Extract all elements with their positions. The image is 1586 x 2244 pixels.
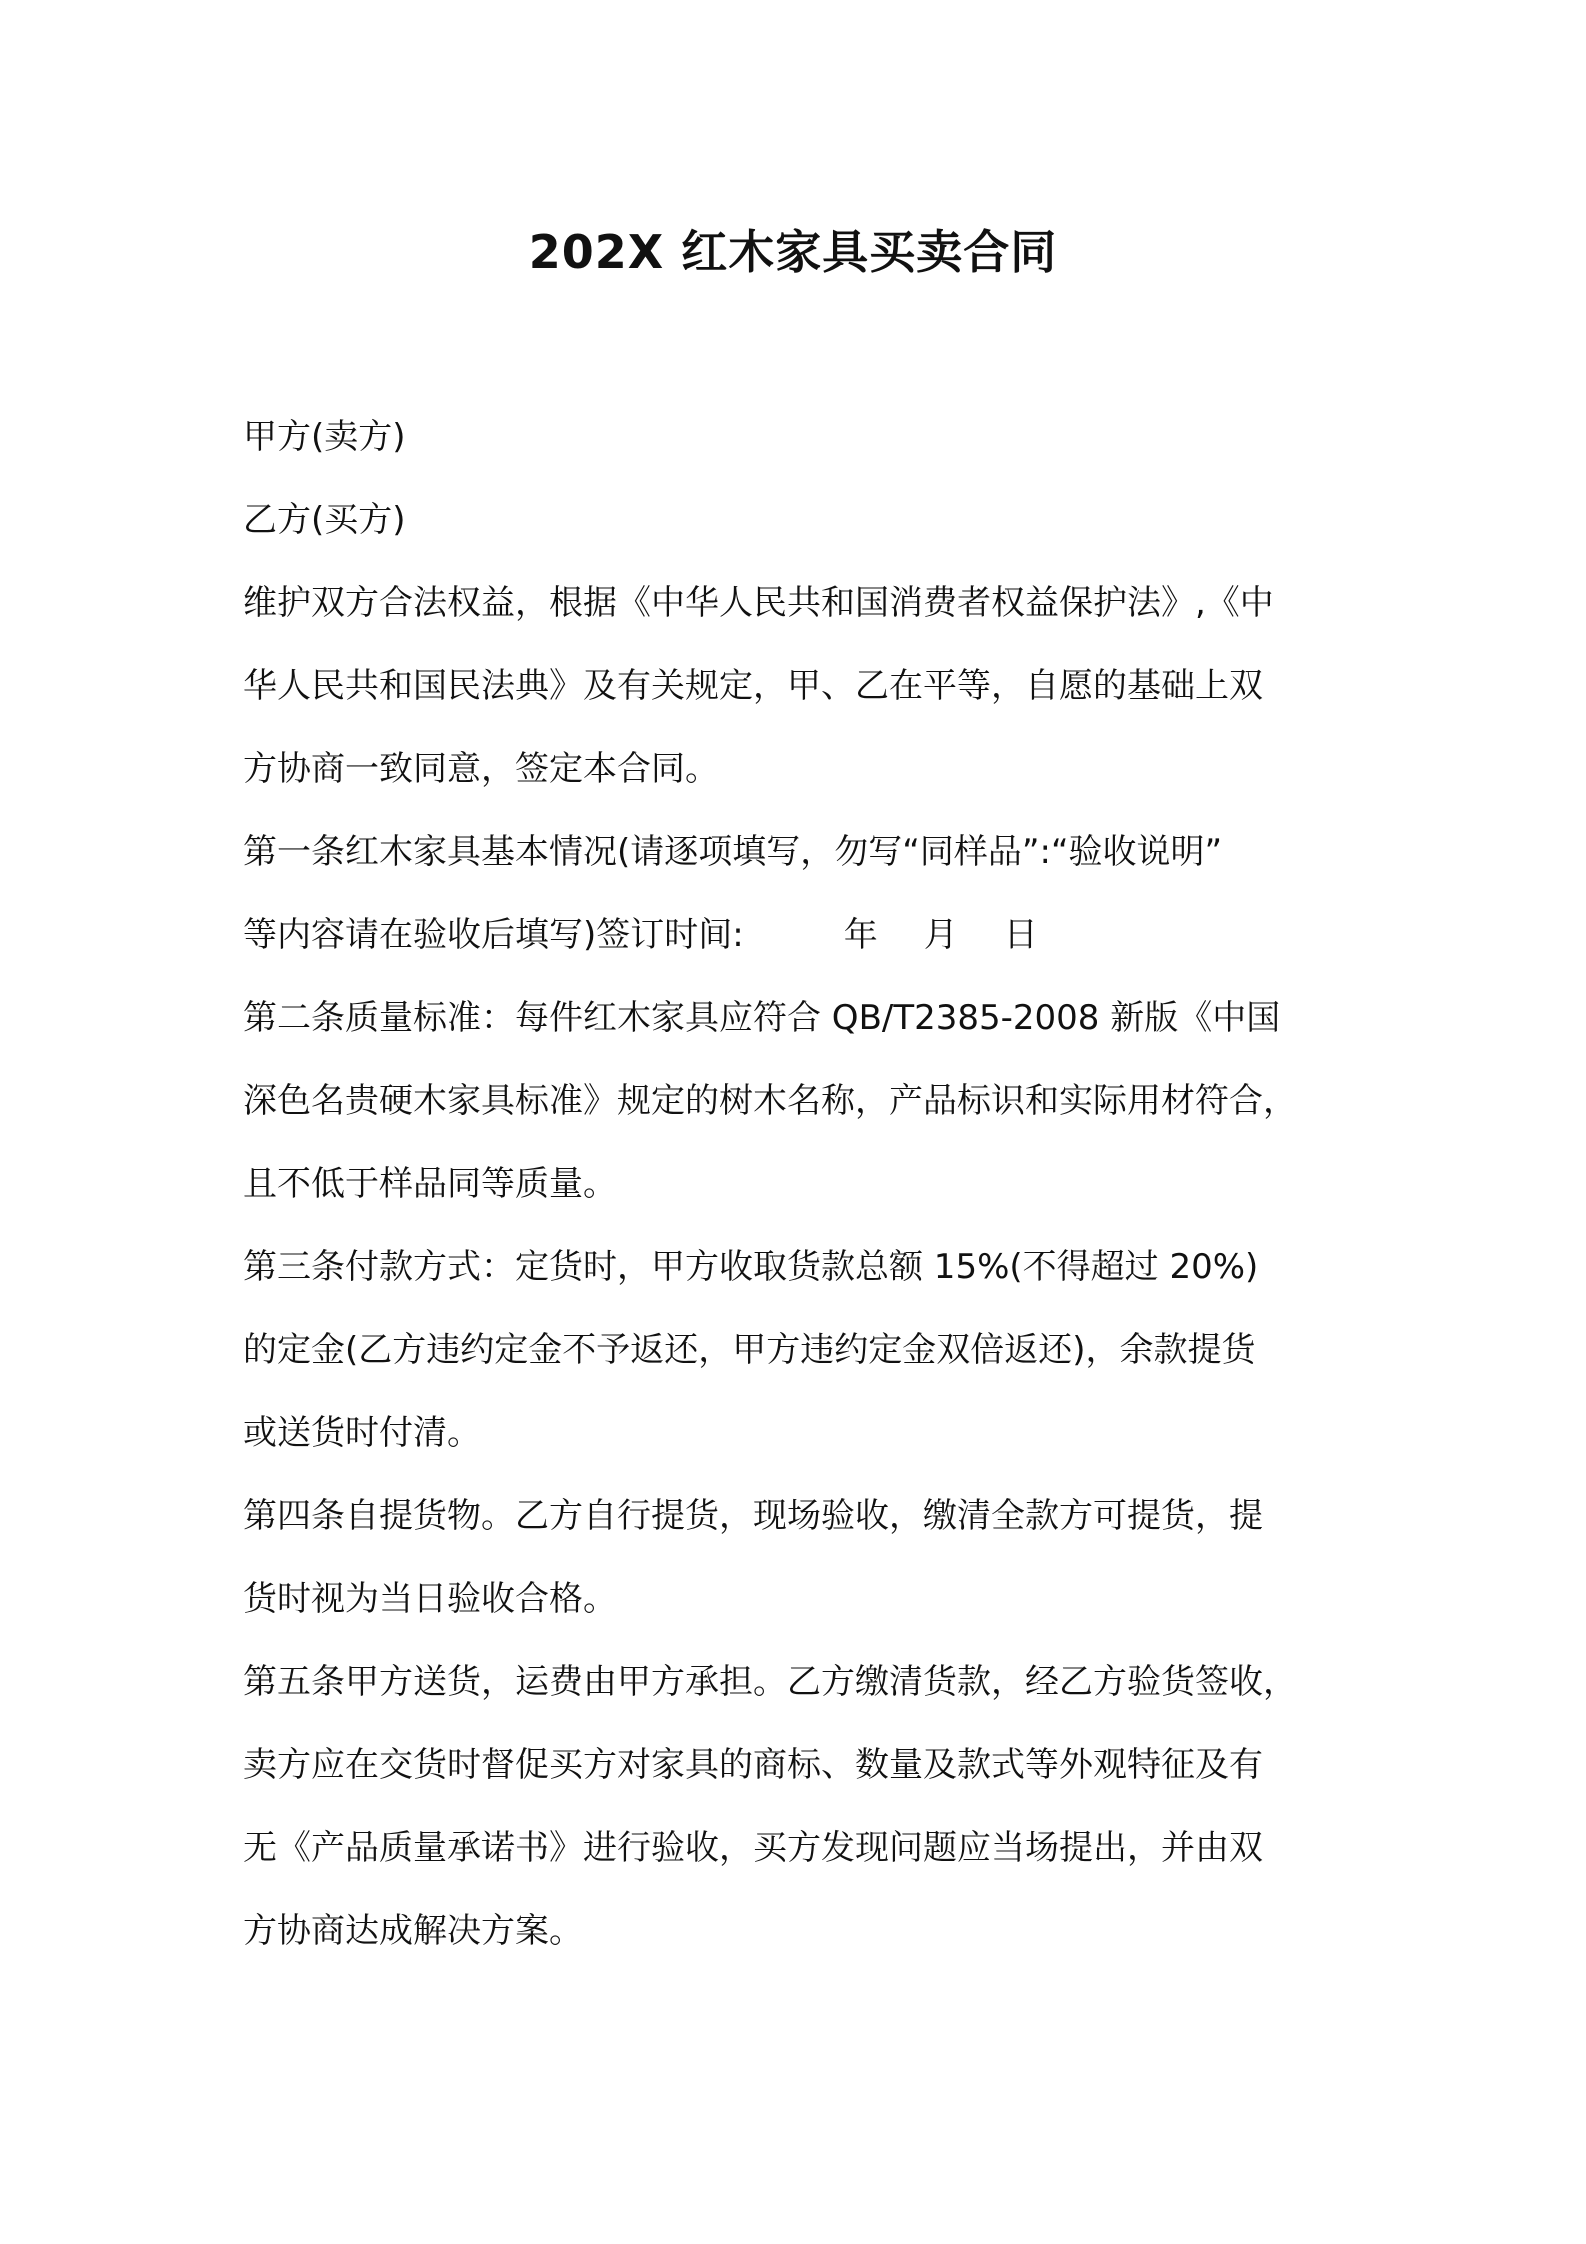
party-b-line: 乙方(买方) xyxy=(243,500,406,540)
article-4-line: 第四条自提货物。乙方自行提货，现场验收，缴清全款方可提货，提 xyxy=(243,1496,1263,1536)
article-2-line: 且不低于样品同等质量。 xyxy=(243,1164,617,1204)
date-day-label: 日 xyxy=(1003,915,1038,955)
article-2-line: 第二条质量标准：每件红木家具应符合 QB/T2385-2008 新版《中国 xyxy=(243,998,1281,1038)
article-3-line: 第三条付款方式：定货时，甲方收取货款总额 15%(不得超过 20%) xyxy=(243,1247,1259,1287)
contract-body xyxy=(243,408,1363,1985)
preamble-line: 华人民共和国民法典》及有关规定，甲、乙在平等，自愿的基础上双 xyxy=(243,666,1263,706)
article-1-date-line xyxy=(243,906,1363,989)
article-1-line: 第一条红木家具基本情况(请逐项填写，勿写“同样品”:“验收说明” xyxy=(243,832,1223,872)
date-year-label: 年 xyxy=(843,915,878,955)
article-2-line: 深色名贵硬木家具标准》规定的树木名称，产品标识和实际用材符合， xyxy=(243,1081,1297,1121)
article-5-line: 无《产品质量承诺书》进行验收，买方发现问题应当场提出，并由双 xyxy=(243,1828,1263,1868)
preamble-line: 方协商一致同意，签定本合同。 xyxy=(243,749,719,789)
article-3-line: 或送货时付清。 xyxy=(243,1413,481,1453)
article-5-line: 方协商达成解决方案。 xyxy=(243,1911,583,1951)
date-month-label: 月 xyxy=(923,915,958,955)
article-3-line: 的定金(乙方违约定金不予返还，甲方违约定金双倍返还)，余款提货 xyxy=(243,1330,1256,1370)
article-5-line: 第五条甲方送货，运费由甲方承担。乙方缴清货款，经乙方验货签收， xyxy=(243,1662,1297,1702)
document-title: 202X 红木家具买卖合同 xyxy=(528,225,1058,279)
article-5-line: 卖方应在交货时督促买方对家具的商标、数量及款式等外观特征及有 xyxy=(243,1745,1263,1785)
preamble-line: 维护双方合法权益，根据《中华人民共和国消费者权益保护法》,《中 xyxy=(243,583,1274,623)
article-1-signing-time-label: 等内容请在验收后填写)签订时间: xyxy=(243,915,744,955)
article-4-line: 货时视为当日验收合格。 xyxy=(243,1579,617,1619)
party-a-line: 甲方(卖方) xyxy=(243,417,406,457)
